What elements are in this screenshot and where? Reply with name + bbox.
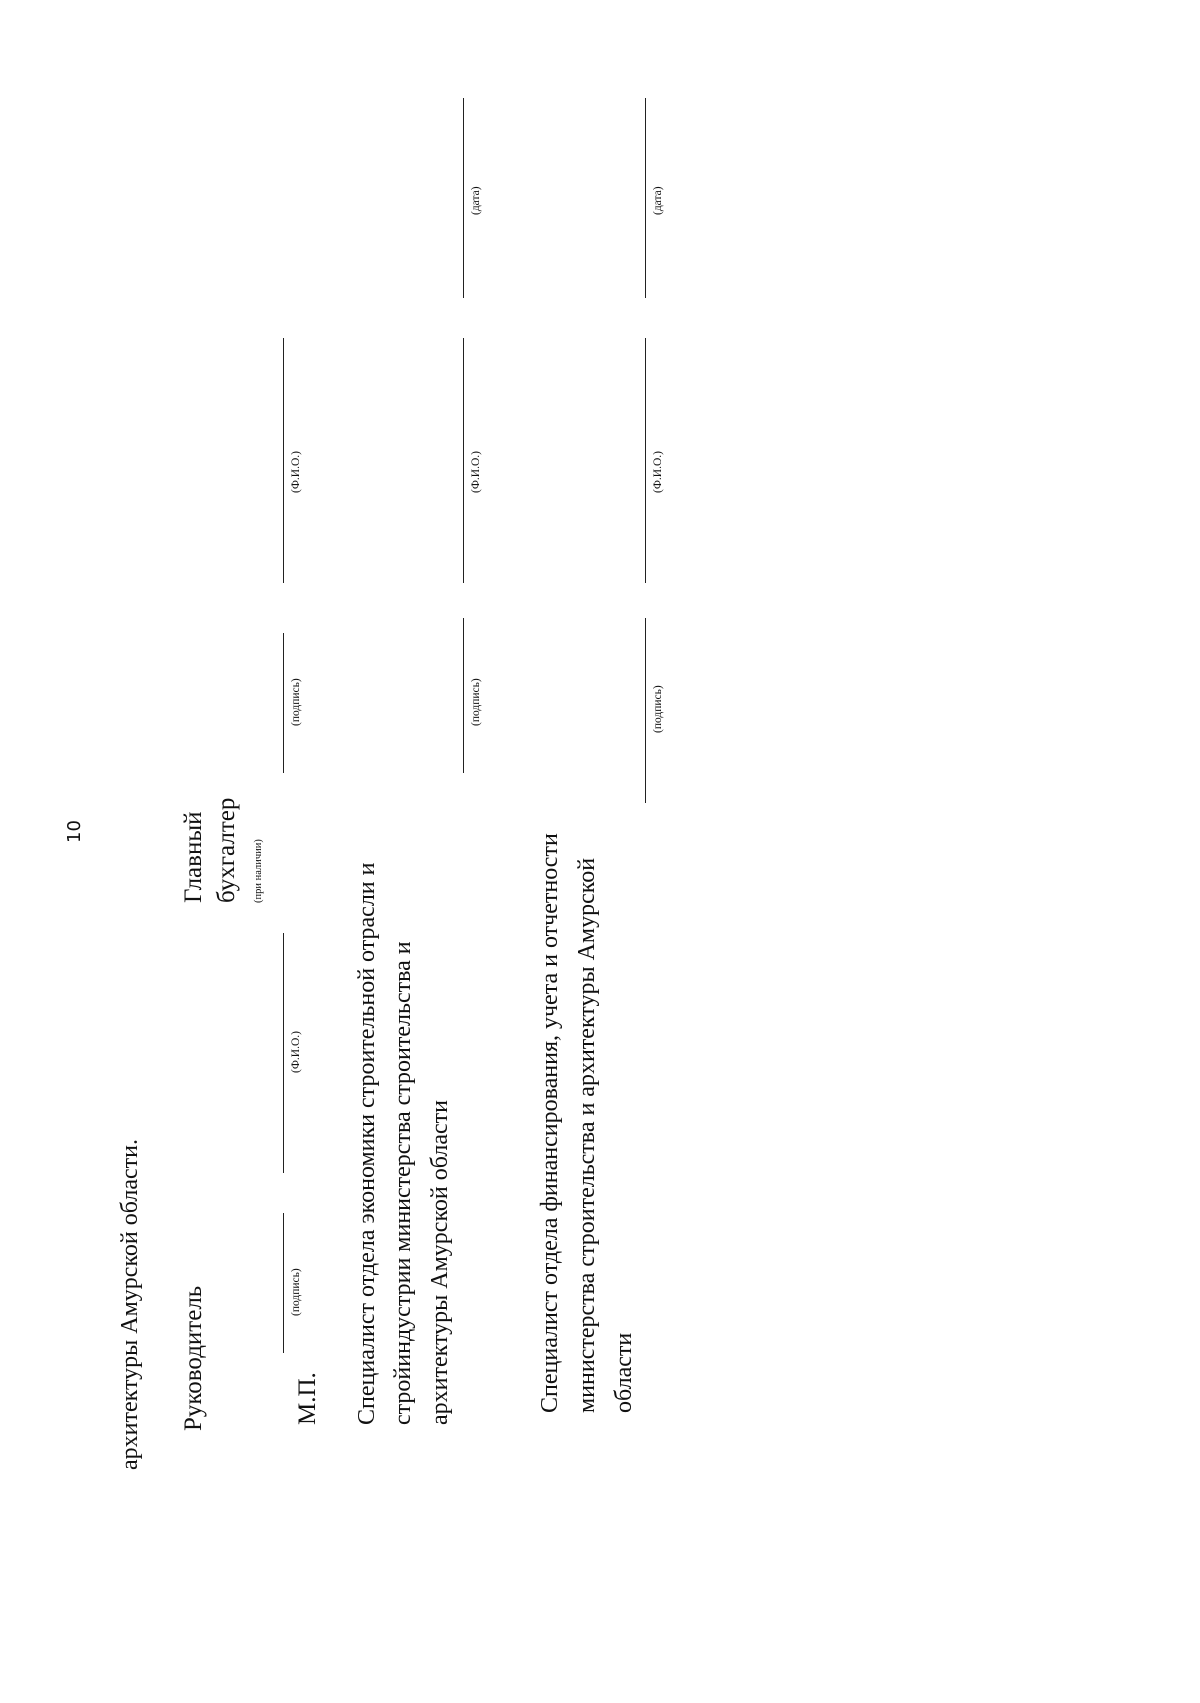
- specialist-finance-name-caption: (Ф.И.О.): [652, 451, 664, 493]
- seal-mark: М.П.: [294, 1372, 321, 1425]
- specialist-economics-signature-line: [463, 618, 464, 773]
- specialist-finance-line2: министерства строительства и архитектуры Амурской: [574, 857, 600, 1413]
- specialist-finance-line3: области: [611, 1332, 637, 1413]
- director-title: Руководитель: [180, 1285, 207, 1431]
- specialist-finance-signature-caption: (подпись): [652, 685, 664, 733]
- director-name-line: [283, 933, 284, 1173]
- specialist-finance-date-line: [645, 98, 646, 298]
- specialist-economics-date-line: [463, 98, 464, 298]
- intro-line: архитектуры Амурской области.: [117, 1139, 143, 1470]
- specialist-economics-signature-caption: (подпись): [470, 678, 482, 726]
- director-signature-line: [283, 1213, 284, 1353]
- chief-accountant-signature-caption: (подпись): [290, 678, 302, 726]
- specialist-finance-date-caption: (дата): [652, 186, 664, 215]
- specialist-economics-name-caption: (Ф.И.О.): [470, 451, 482, 493]
- specialist-economics-line2: стройиндустрии министерства строительства и: [390, 941, 416, 1425]
- chief-accountant-title-line2: бухгалтер: [213, 797, 240, 903]
- chief-accountant-name-caption: (Ф.И.О.): [290, 451, 302, 493]
- specialist-finance-name-line: [645, 338, 646, 583]
- specialist-economics-date-caption: (дата): [470, 186, 482, 215]
- chief-accountant-title-line1: Главный: [180, 811, 207, 903]
- chief-accountant-signature-line: [283, 633, 284, 773]
- chief-accountant-note: (при наличии): [253, 839, 264, 903]
- specialist-economics-line3: архитектуры Амурской области: [427, 1100, 453, 1425]
- specialist-finance-signature-line: [645, 618, 646, 803]
- director-signature-caption: (подпись): [290, 1268, 302, 1316]
- page-number: 10: [64, 820, 85, 843]
- specialist-economics-name-line: [463, 338, 464, 583]
- specialist-economics-line1: Специалист отдела экономики строительной отрасли и: [354, 862, 380, 1425]
- chief-accountant-name-line: [283, 338, 284, 583]
- specialist-finance-line1: Специалист отдела финансирования, учета и отчетности: [537, 833, 563, 1413]
- director-name-caption: (Ф.И.О.): [290, 1031, 302, 1073]
